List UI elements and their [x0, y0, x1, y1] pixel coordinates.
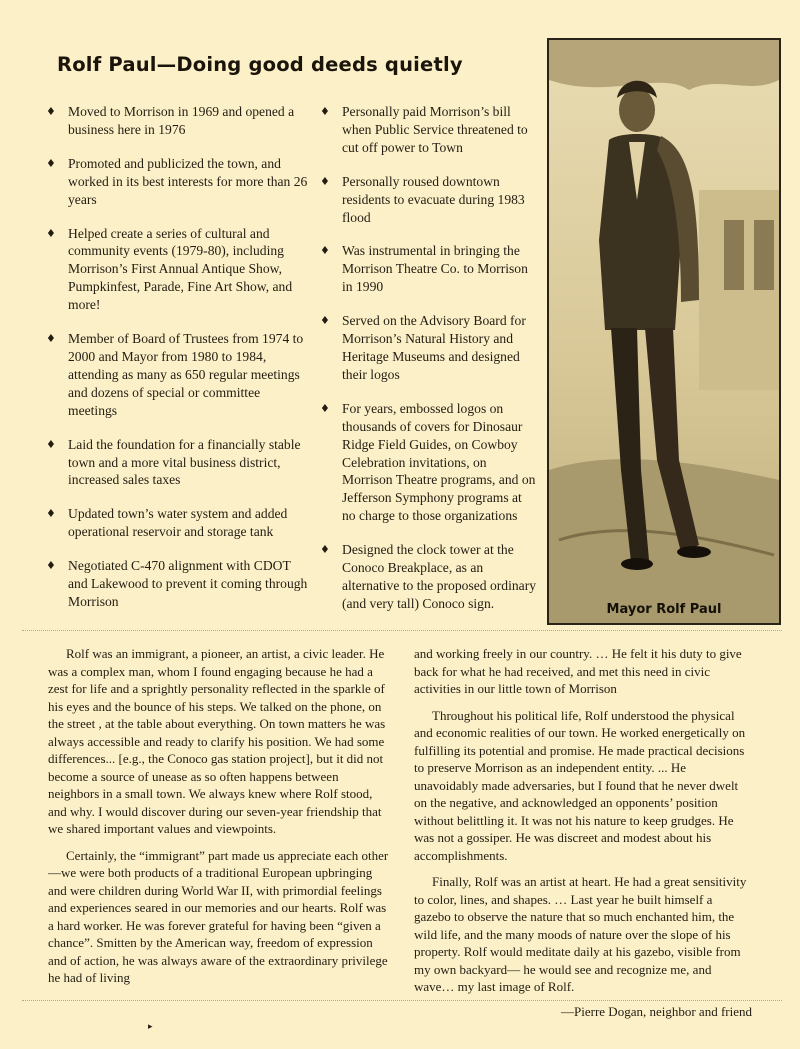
- list-item: [44, 225, 312, 315]
- tribute-column-right: [414, 645, 752, 1020]
- diamond-bullet-icon: ♦: [46, 226, 56, 240]
- list-item: [318, 541, 538, 613]
- list-item: [44, 103, 312, 139]
- list-item-text: Served on the Advisory Board for Morrison’s Natural History and Heritage Museums and designed their logos: [342, 313, 526, 382]
- diamond-bullet-icon: ♦: [46, 437, 56, 451]
- list-item: [318, 103, 538, 157]
- list-item: [318, 242, 538, 296]
- list-item: [318, 400, 538, 525]
- list-item-text: Personally roused downtown residents to evacuate during 1983 flood: [342, 173, 525, 225]
- divider: [22, 630, 782, 631]
- diamond-bullet-icon: ♦: [46, 156, 56, 170]
- diamond-bullet-icon: ♦: [320, 543, 330, 557]
- list-item: [44, 505, 312, 541]
- diamond-bullet-icon: ♦: [320, 105, 330, 118]
- list-item-text: For years, embossed logos on thousands of covers for Dinosaur Ridge Field Guides, on Cowboy Celebration invitations, on Morrison Theatre programs, and on Jefferson Symphony programs at no charge to those organizations: [342, 400, 536, 524]
- diamond-bullet-icon: ♦: [46, 332, 56, 346]
- list-item-text: Was instrumental in bringing the Morrison Theatre Co. to Morrison in 1990: [342, 243, 528, 295]
- photo-caption: Mayor Rolf Paul: [606, 602, 722, 617]
- diamond-bullet-icon: ♦: [46, 559, 56, 573]
- list-item: [44, 330, 312, 420]
- list-item: [318, 173, 538, 227]
- paragraph: Finally, Rolf was an artist at heart. He had a great sensitivity to color, lines, and shapes. … Last year he built himself a gazebo to observe the nature that so much enchanted him, the wild life, and the many moods of nature over the slope of his property. Rolf would meditate daily at his gazebo, visible from my own backyard— he would see and recognize me, and wave… my last image of Rolf.: [414, 874, 747, 994]
- list-item: [44, 557, 312, 611]
- list-item-text: Designed the clock tower at the Conoco Breakplace, as an alternative to the proposed ordinary (and very tall) Conoco sign.: [342, 542, 537, 611]
- diamond-bullet-icon: ♦: [46, 105, 56, 118]
- list-item-text: Helped create a series of cultural and community events (1979-80), including Morrison’s First Annual Antique Show, Pumpkinfest, Parade, Fine Art Show, and more!: [68, 225, 293, 313]
- stray-mark: ▸: [148, 1022, 153, 1032]
- paragraph: Throughout his political life, Rolf understood the physical and economic realities of our town. He worked energetically on fulfilling its potential and promise. He made practical decisions to preserve Morrison as an independent entity. ... He unavoidably made adversaries, but I found that he never dwelt on the negative, and acknowledged an opponents’ position without belittling it. It was not his nature to keep grudges. He was not a gossiper. He was discreet and modest about his accomplishments.: [414, 707, 746, 863]
- paragraph: and working freely in our country. … He felt it his duty to give back for what he had received, and met this need in civic activities in our little town of Morrison: [414, 646, 742, 696]
- list-item-text: Moved to Morrison in 1969 and opened a business here in 1976: [68, 104, 295, 137]
- list-item-text: Negotiated C-470 alignment with CDOT and Lakewood to prevent it coming through Morrison: [68, 558, 308, 609]
- paragraph: Certainly, the “immigrant” part made us appreciate each other—we were both products of a traditional European upbringing and were children during World War II, with primordial feelings and experiences seared in our memories and our hearts. Rolf was a hard worker. He was forever grateful for having been “given a chance”. Smitten by the American way, freedom of expression and of action, he was always aware of the extraordinary privilege he had of living: [48, 847, 389, 985]
- list-item-text: Laid the foundation for a financially stable town and a more vital business district, increased sales taxes: [68, 436, 301, 488]
- page-title: Rolf Paul—Doing good deeds quietly: [57, 53, 463, 76]
- list-item-text: Promoted and publicized the town, and worked in its best interests for more than 26 years: [68, 155, 308, 207]
- diamond-bullet-icon: ♦: [320, 174, 330, 188]
- diamond-bullet-icon: ♦: [320, 314, 330, 328]
- accomplishments-list-right: [318, 103, 538, 629]
- mayor-photo: [547, 38, 781, 625]
- diamond-bullet-icon: ♦: [46, 507, 56, 521]
- list-item: [44, 155, 312, 209]
- accomplishments-list-left: [44, 103, 312, 627]
- paragraph: Rolf was an immigrant, a pioneer, an artist, a civic leader. He was a complex man, whom I found engaging because he had a zest for life and a sprightly personality reflected in the sparkle of his eyes and the bounce of his steps. We talked on the phone, on the street , at the table about everything. On town matters he was always accessible and ready to clarify his position. We had some differences... [e.g., the Conoco gas station project], but it did not become a source of unease as so often happens between neighbors in a small town. We always knew where Rolf stood, and why. I would discover during our seven-year friendship that we shared important values and viewpoints.: [48, 646, 386, 836]
- diamond-bullet-icon: ♦: [320, 401, 330, 415]
- list-item-text: Updated town’s water system and added operational reservoir and storage tank: [68, 506, 288, 540]
- mayor-portrait-illustration: [549, 40, 779, 623]
- diamond-bullet-icon: ♦: [320, 244, 330, 258]
- list-item: [44, 436, 312, 490]
- tribute-column-left: [48, 645, 392, 996]
- list-item-text: Member of Board of Trustees from 1974 to 2000 and Mayor from 1980 to 1984, attending as many as 650 regular meetings and dozens of special or committee meetings: [68, 331, 304, 418]
- list-item: [318, 312, 538, 384]
- divider: [22, 1000, 782, 1001]
- signature: —Pierre Dogan, neighbor and friend: [561, 1003, 752, 1019]
- list-item-text: Personally paid Morrison’s bill when Public Service threatened to cut off power to Town: [342, 104, 528, 155]
